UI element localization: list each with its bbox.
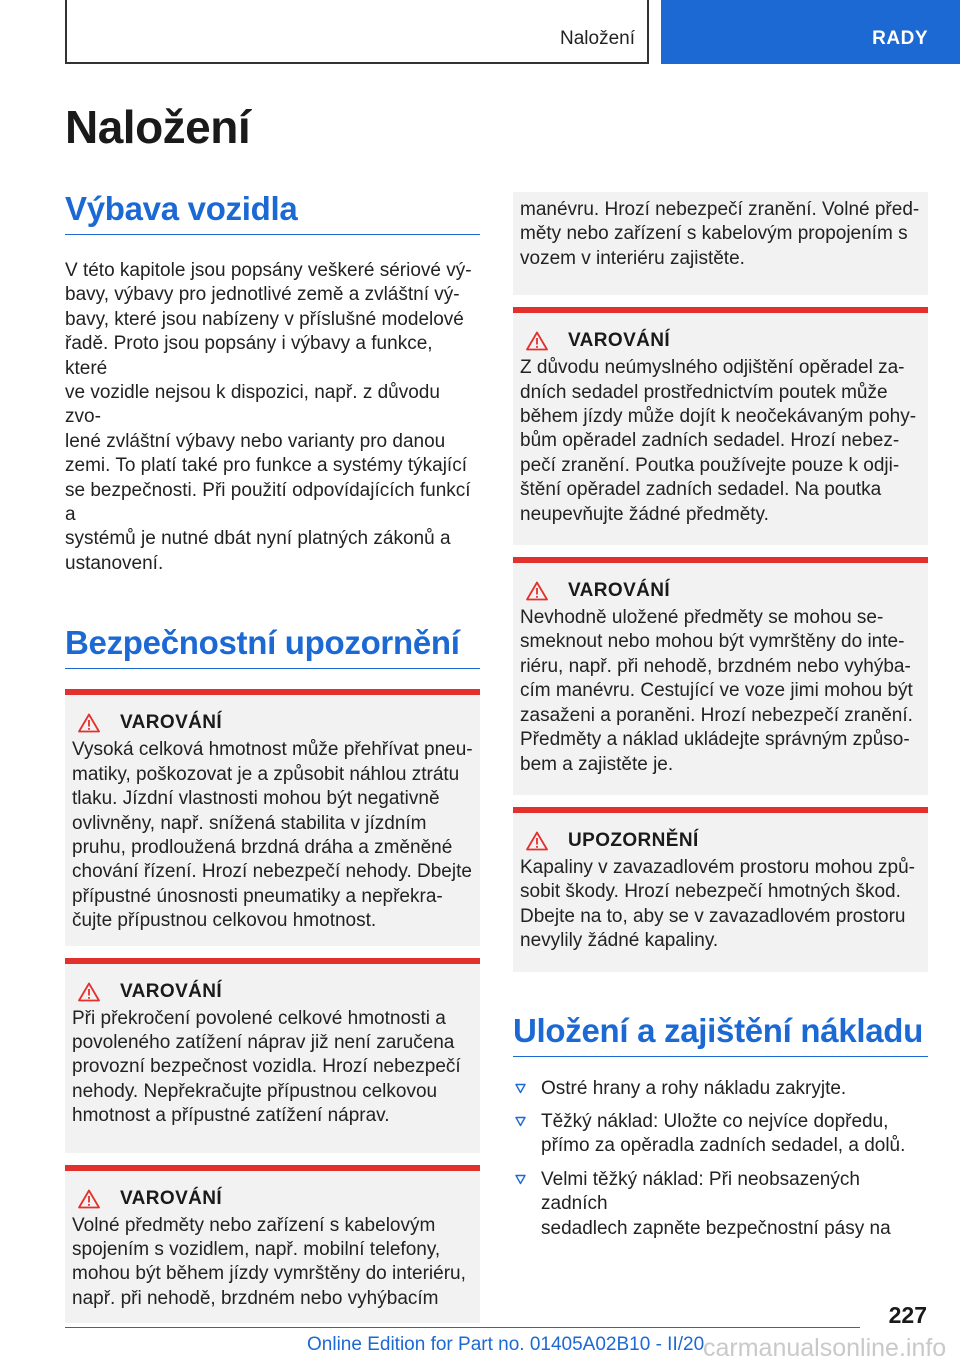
text-line: riéru, např. při nehodě, brzdném nebo vyhýba-: [520, 655, 911, 677]
text-line: Těžký náklad: Uložte co nejvíce dopředu,: [541, 1110, 889, 1132]
text-line: tlaku. Jízdní vlastnosti mohou být negativně: [72, 788, 440, 810]
warning-text: [520, 356, 921, 533]
header-section-tab: [65, 0, 649, 64]
text-line: Předměty a náklad ukládejte správným způso-: [520, 729, 910, 751]
text-line: nevylily žádné kapaliny.: [520, 930, 719, 952]
text-line: se bezpečnosti. Při použití odpovídajících funkcí a: [65, 479, 471, 526]
footer-divider: [65, 1327, 860, 1328]
warning-title: [72, 979, 473, 1005]
text-line: cím manévru. Cestující ve voze jimi mohou být: [520, 680, 913, 702]
caution-text: [520, 856, 921, 960]
text-line: přípustné únosnosti pneumatiky a nepřekra-: [72, 885, 443, 907]
header-chapter-tab: [661, 0, 960, 64]
warning-box: [65, 958, 480, 1153]
caution-label: UPOZORNĚNÍ: [568, 829, 699, 851]
text-line: ovlivněny, např. snížená stabilita v jízdním: [72, 812, 427, 834]
text-line: Velmi těžký náklad: Při neobsazených zadních: [541, 1168, 860, 1215]
bullet-list: [513, 1077, 928, 1241]
text-line: hmotnost a přípustné zatížení náprav.: [72, 1105, 390, 1127]
left-column: [65, 190, 480, 1323]
header-section-title: Naložení: [560, 28, 635, 49]
warning-text: [72, 738, 473, 933]
text-line: V této kapitole jsou popsány veškeré sériové vý-: [65, 260, 472, 281]
text-line: mohou být během jízdy vymrštěny do interiéru,: [72, 1263, 466, 1285]
text-line: lené zvláštní výbavy nebo varianty pro danou: [65, 430, 446, 452]
warning-title: [72, 710, 473, 736]
text-line: smeknout nebo mohou být vymrštěny do inte-: [520, 631, 905, 653]
text-line: bavy, výbavy pro jednotlivé země a zvláštní vý-: [65, 284, 460, 306]
text-line: čujte přípustnou celkovou hmotnost.: [72, 910, 377, 932]
text-line: dních sedadel prostřednictvím poutek může: [520, 381, 888, 403]
header-chapter-title: RADY: [872, 28, 928, 49]
warning-box: [65, 689, 480, 945]
right-column: [513, 192, 928, 1250]
warning-title: [520, 328, 921, 354]
text-line: zemi. To platí také pro funkce a systémy týkající: [65, 455, 467, 477]
warning-text: [520, 606, 921, 783]
warning-box: [65, 1165, 480, 1324]
warning-text: [72, 1214, 473, 1312]
text-line: Při překročení povolené celkové hmotnosti a: [72, 1007, 446, 1029]
text-line: během jízdy může dojít k neočekávaným pohy-: [520, 406, 917, 428]
text-line: bem a zajistěte je.: [520, 753, 674, 775]
text-line: spojením s vozidlem, např. mobilní telefony,: [72, 1238, 441, 1260]
text-line: matiky, poškozovat je a způsobit náhlou ztrátu: [72, 763, 460, 785]
text-line: sobit škody. Hrozí nebezpečí hmotných škod.: [520, 881, 901, 903]
text-line: Kapaliny v zavazadlovém prostoru mohou způ-: [520, 856, 915, 878]
triangle-bullet-icon: [515, 1116, 526, 1127]
page-number: 227: [888, 1302, 927, 1328]
text-line: pečí zranění. Poutka používejte pouze k odji-: [520, 454, 900, 476]
text-line: vozem v interiéru zajistěte.: [520, 247, 745, 269]
warning-text: [72, 1007, 473, 1141]
text-line: ustanovení.: [65, 552, 164, 574]
warning-box: [513, 557, 928, 795]
warning-continuation: [513, 192, 928, 295]
warning-triangle-icon: [526, 581, 548, 601]
footer-edition: Online Edition for Part no. 01405A02B10 - II/20: [307, 1334, 705, 1355]
page-title: Naložení: [65, 101, 251, 153]
warning-triangle-icon: [78, 982, 100, 1002]
text-line: nehody. Nepřekračujte přípustnou celkovou: [72, 1080, 438, 1102]
warning-label: VAROVÁNÍ: [120, 980, 223, 1002]
text-line: povoleného zatížení náprav již není zaručena: [72, 1031, 455, 1053]
warning-label: VAROVÁNÍ: [120, 712, 223, 734]
text-line: štění opěradel zadních sedadel. Na poutka: [520, 479, 882, 501]
text-line: bavy, které jsou nabízeny v příslušné modelové: [65, 308, 464, 330]
text-line: Ostré hrany a rohy nákladu zakryjte.: [541, 1077, 847, 1099]
text-line: Nevhodně uložené předměty se mohou se-: [520, 607, 884, 629]
text-line: zasaženi a poraněni. Hrozí nebezpečí zranění.: [520, 704, 913, 726]
vybava-paragraph: [65, 259, 480, 576]
triangle-bullet-icon: [515, 1174, 526, 1185]
warning-triangle-icon: [526, 331, 548, 351]
warning-label: VAROVÁNÍ: [120, 1187, 223, 1209]
text-line: provozní bezpečnost vozidla. Hrozí nebezpečí: [72, 1056, 461, 1078]
warning-triangle-icon: [78, 713, 100, 733]
text-line: Z důvodu neúmyslného odjištění opěradel za-: [520, 357, 905, 379]
warning-label: VAROVÁNÍ: [568, 330, 671, 352]
triangle-bullet-icon: [515, 1083, 526, 1094]
text-line: měty nebo zařízení s kabelovým propojením s: [520, 223, 908, 245]
watermark: carmanualsonline.info: [703, 1334, 947, 1362]
text-line: pruhu, prodloužená brzdná dráha a změněné: [72, 836, 453, 858]
warning-triangle-icon: [78, 1189, 100, 1209]
warning-label: VAROVÁNÍ: [568, 580, 671, 602]
list-item: [513, 1168, 928, 1241]
text-line: Vysoká celková hmotnost může přehřívat pneu-: [72, 739, 473, 761]
text-line: sedadlech zapněte bezpečnostní pásy na: [541, 1217, 891, 1239]
warning-triangle-icon: [526, 831, 548, 851]
text-line: chování řízení. Hrozí nebezpečí nehody. Dbejte: [72, 861, 472, 883]
heading-vybava: Výbava vozidla: [65, 190, 480, 235]
text-line: Dbejte na to, aby se v zavazadlovém prostoru: [520, 905, 906, 927]
text-line: přímo za opěradla zadních sedadel, a dolů.: [541, 1135, 906, 1157]
text-line: Volné předměty nebo zařízení s kabelovým: [72, 1214, 436, 1236]
warning-title: [520, 578, 921, 604]
list-item: [513, 1110, 928, 1159]
caution-title: [520, 828, 921, 854]
text-line: např. při nehodě, brzdném nebo vyhýbacím: [72, 1287, 439, 1309]
text-line: systémů je nutné dbát nyní platných zákonů a: [65, 528, 451, 550]
text-line: řadě. Proto jsou popsány i výbavy a funkce, které: [65, 333, 433, 379]
warning-title: [72, 1186, 473, 1212]
text-line: neupevňujte žádné předměty.: [520, 503, 769, 525]
heading-safety: Bezpečnostní upozornění: [65, 624, 480, 669]
text-line: ve vozidle nejsou k dispozici, např. z důvodu zvo-: [65, 382, 440, 428]
text-line: bům opěradel zadních sedadel. Hrozí nebez-: [520, 430, 900, 452]
warning-box: [513, 307, 928, 545]
list-item: [513, 1077, 928, 1101]
caution-box: [513, 807, 928, 972]
heading-ulozeni: Uložení a zajištění nákladu: [513, 1012, 928, 1057]
text-line: manévru. Hrozí nebezpečí zranění. Volné před-: [520, 199, 920, 220]
